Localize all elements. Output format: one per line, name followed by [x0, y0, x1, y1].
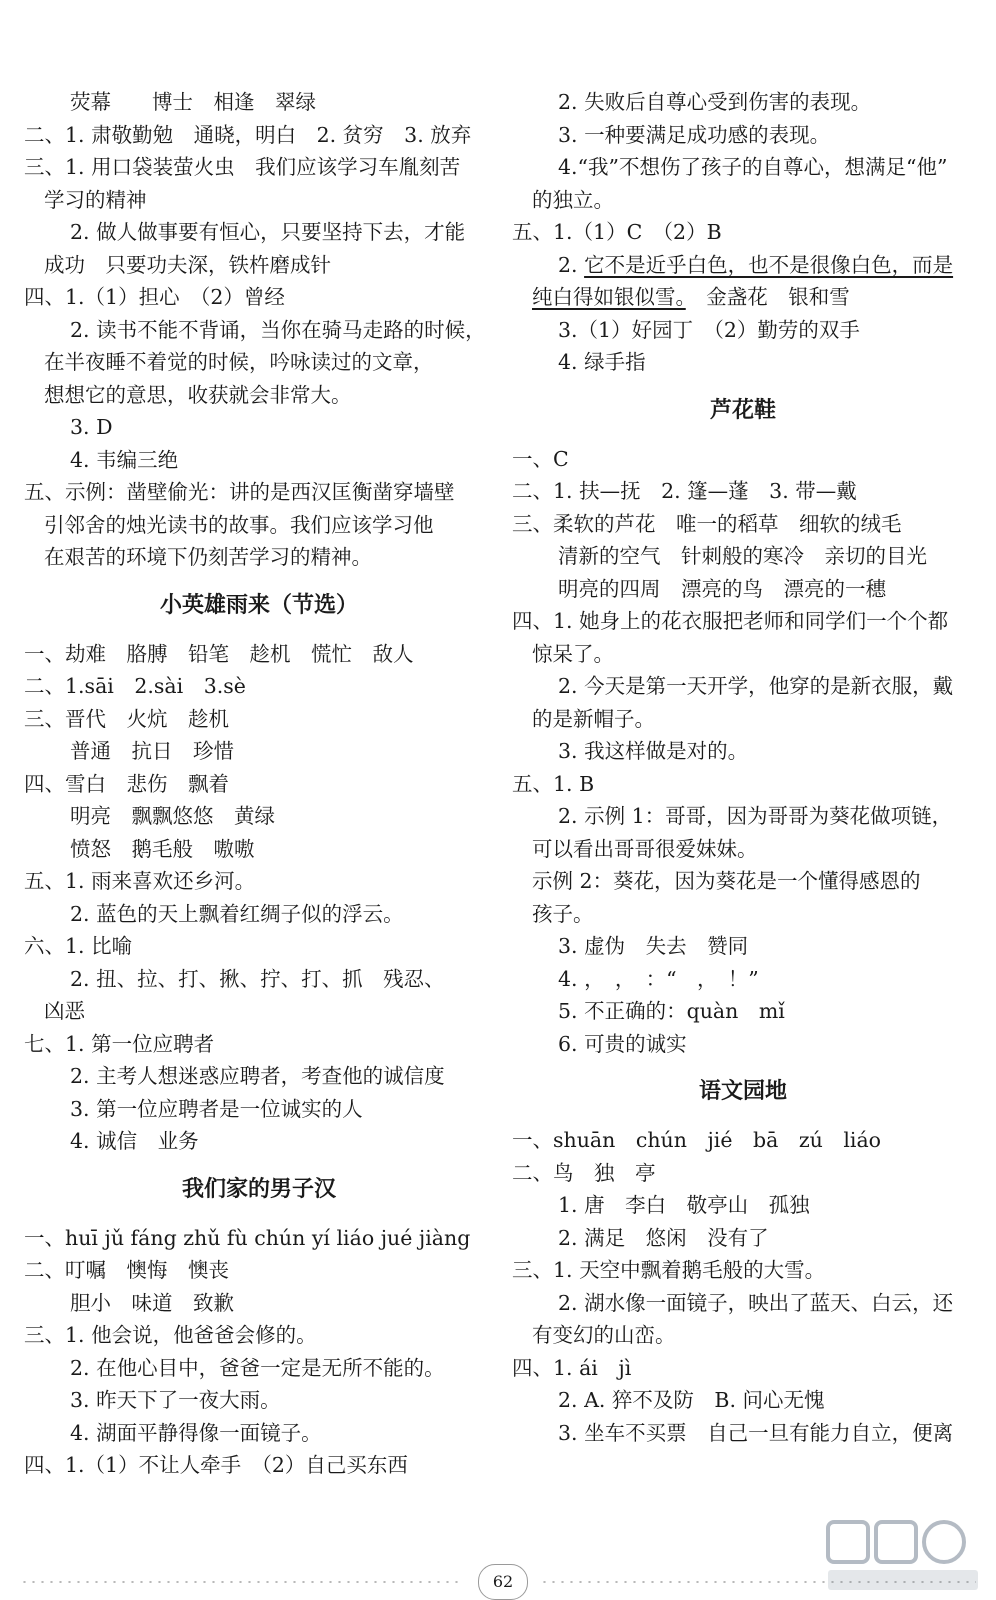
- answer-line: 的独立。: [532, 187, 614, 212]
- answer-line: 1. 唐 李白 敬亭山 孤独: [558, 1193, 810, 1217]
- answer-line: 引邻舍的烛光读书的故事。我们应该学习他: [44, 512, 434, 537]
- answer-line: 四、1. 她身上的花衣服把老师和同学们一个个都: [512, 609, 949, 633]
- answer-line: 2. 湖水像一面镜子，映出了蓝天、白云，还: [558, 1290, 954, 1315]
- answer-line: 4. 韦编三绝: [70, 447, 179, 472]
- left-column: [24, 86, 494, 1482]
- answer-line: 四、雪白 悲伤 飘着: [24, 771, 229, 796]
- answer-line: 4. 湖面平静得像一面镜子。: [70, 1420, 322, 1445]
- answer-line: 成功 只要功夫深，铁杵磨成针: [44, 252, 331, 277]
- answer-line: 想想它的意思，收获就会非常大。: [44, 382, 352, 407]
- answer-line: 3. D: [70, 415, 113, 439]
- answer-line: 2. 今天是第一天开学，他穿的是新衣服，戴: [558, 674, 954, 698]
- line-prefix: 2.: [558, 252, 585, 277]
- answer-line: 2. 满足 悠闲 没有了: [558, 1225, 769, 1250]
- right-column: [512, 86, 974, 1449]
- answer-line: 可以看出哥哥很爱妹妹。: [532, 836, 758, 861]
- answer-line: 七、1. 第一位应聘者: [24, 1031, 215, 1056]
- answer-line: 明亮的四周 漂亮的鸟 漂亮的一穗: [558, 576, 886, 601]
- answer-line: 孩子。: [532, 901, 594, 926]
- answer-line: 二、1. 扶—抚 2. 篷—蓬 3. 带—戴: [512, 479, 857, 503]
- answer-line: 2. 扭、拉、打、揪、拧、打、抓 残忍、: [70, 966, 445, 991]
- answer-line: 二、叮嘱 懊悔 懊丧: [24, 1258, 229, 1282]
- answer-line: 六、1. 比喻: [24, 934, 133, 958]
- answer-line: 4. 诚信 业务: [70, 1129, 199, 1153]
- answer-line: 普通 抗日 珍惜: [70, 739, 234, 763]
- answer-line: 三、柔软的芦花 唯一的稻草 细软的绒毛: [512, 511, 902, 536]
- watermark-logo: [820, 1516, 990, 1596]
- answer-line: 五、1. B: [512, 771, 595, 796]
- answer-line: 3. 昨天下了一夜大雨。: [70, 1388, 281, 1412]
- answer-line: 2. 主考人想迷惑应聘者，考查他的诚信度: [70, 1064, 445, 1088]
- answer-line: 三、晋代 火炕 趁机: [24, 706, 229, 731]
- answer-line: 四、1. ái jì: [512, 1355, 632, 1380]
- answer-line: 2. 做人做事要有恒心，只要坚持下去，才能: [70, 220, 466, 244]
- answer-line: 3. 第一位应聘者是一位诚实的人: [70, 1096, 363, 1121]
- section-heading: 小英雄雨来（节选）: [159, 592, 358, 618]
- answer-line: 在艰苦的环境下仍刻苦学习的精神。: [44, 545, 372, 569]
- answer-line: 4.“我”不想伤了孩子的自尊心，想满足“他”: [558, 155, 948, 179]
- answer-line: 的是新帽子。: [532, 706, 655, 731]
- answer-line: 2. A. 猝不及防 B. 问心无愧: [558, 1388, 825, 1412]
- underlined-answer: 纯白得如银似雪。: [532, 285, 686, 309]
- answer-line: 胆小 味道 致歉: [70, 1290, 234, 1315]
- answer-line: 6. 可贵的诚实: [558, 1031, 687, 1056]
- answer-line: 一、劫难 胳膊 铅笔 趁机 慌忙 敌人: [24, 641, 414, 666]
- answer-line: 一、C: [512, 446, 569, 471]
- answer-line: 三、1. 用口袋装萤火虫 我们应该学习车胤刻苦: [24, 155, 461, 179]
- section-heading: 芦花鞋: [709, 397, 776, 423]
- answer-line: 五、1. 雨来喜欢还乡河。: [24, 869, 256, 893]
- answer-line: 三、1. 他会说，他爸爸会修的。: [24, 1323, 317, 1347]
- line-suffix: 金盏花 银和雪: [685, 285, 850, 309]
- section-heading: 我们家的男子汉: [181, 1176, 336, 1202]
- answer-line: 二、1. 肃敬勤勉 通晓，明白 2. 贫穷 3. 放弃: [24, 122, 472, 147]
- answer-line: 四、1.（1）担心 （2）曾经: [24, 285, 285, 309]
- answer-line: 2. 示例 1：哥哥，因为哥哥为葵花做项链，: [558, 804, 953, 828]
- answer-line: 二、鸟 独 亭: [512, 1160, 656, 1185]
- page-number: 62: [478, 1564, 528, 1600]
- answer-line: 示例 2：葵花，因为葵花是一个懂得感恩的: [532, 869, 921, 893]
- answer-line: 在半夜睡不着觉的时候，吟咏读过的文章，: [44, 350, 434, 374]
- answer-line: 荧幕 博士 相逢 翠绿: [70, 90, 316, 114]
- answer-line: 惊呆了。: [532, 641, 614, 666]
- answer-line: 4. 绿手指: [558, 350, 646, 374]
- answer-line: 一、shuān chún jié bā zú liáo: [512, 1128, 882, 1152]
- answer-line: 一、huī jǔ fáng zhǔ fù chún yí liáo jué jiàng: [24, 1225, 471, 1250]
- answer-line: 凶恶: [44, 999, 85, 1023]
- answer-line: 4. ， ， ：“ ， ！”: [558, 966, 759, 991]
- answer-line: 有变幻的山峦。: [532, 1323, 676, 1347]
- answer-line: 2. 失败后自尊心受到伤害的表现。: [558, 90, 872, 114]
- underlined-answer: 它不是近乎白色，也不是很像白色，而是: [584, 252, 954, 277]
- answer-line: 3. 一种要满足成功感的表现。: [558, 122, 831, 147]
- answer-line: 明亮 飘飘悠悠 黄绿: [70, 804, 275, 828]
- answer-line: [512, 249, 974, 282]
- answer-line: 四、1.（1）不让人牵手 （2）自己买东西: [24, 1453, 408, 1477]
- answer-line: 三、1. 天空中飘着鹅毛般的大雪。: [512, 1258, 826, 1282]
- answer-line: 五、1.（1）C （2）B: [512, 220, 722, 244]
- answer-line: 3.（1）好园丁 （2）勤劳的双手: [558, 317, 860, 342]
- answer-line: 2. 在他心目中，爸爸一定是无所不能的。: [70, 1355, 445, 1380]
- footer-dots-left: [20, 1581, 460, 1583]
- answer-line: 5. 不正确的：quàn mǐ: [558, 999, 785, 1023]
- section-heading: 语文园地: [698, 1079, 787, 1104]
- answer-line: 学习的精神: [44, 187, 147, 212]
- answer-line: 二、1.sāi 2.sài 3.sè: [24, 674, 246, 698]
- answer-line: 2. 读书不能不背诵，当你在骑马走路的时候，: [70, 317, 486, 342]
- answer-line: 清新的空气 针刺般的寒冷 亲切的目光: [558, 544, 927, 568]
- answer-line: 2. 蓝色的天上飘着红绸子似的浮云。: [70, 901, 404, 926]
- answer-line: 五、示例：凿壁偷光：讲的是西汉匡衡凿穿墙壁: [24, 480, 455, 504]
- answer-line: [512, 281, 974, 314]
- answer-line: 3. 我这样做是对的。: [558, 739, 749, 763]
- answer-line: 愤怒 鹅毛般 嗷嗷: [70, 836, 255, 861]
- answer-line: 3. 虚伪 失去 赞同: [558, 934, 749, 958]
- answer-line: 3. 坐车不买票 自己一旦有能力自立，便离: [558, 1420, 954, 1445]
